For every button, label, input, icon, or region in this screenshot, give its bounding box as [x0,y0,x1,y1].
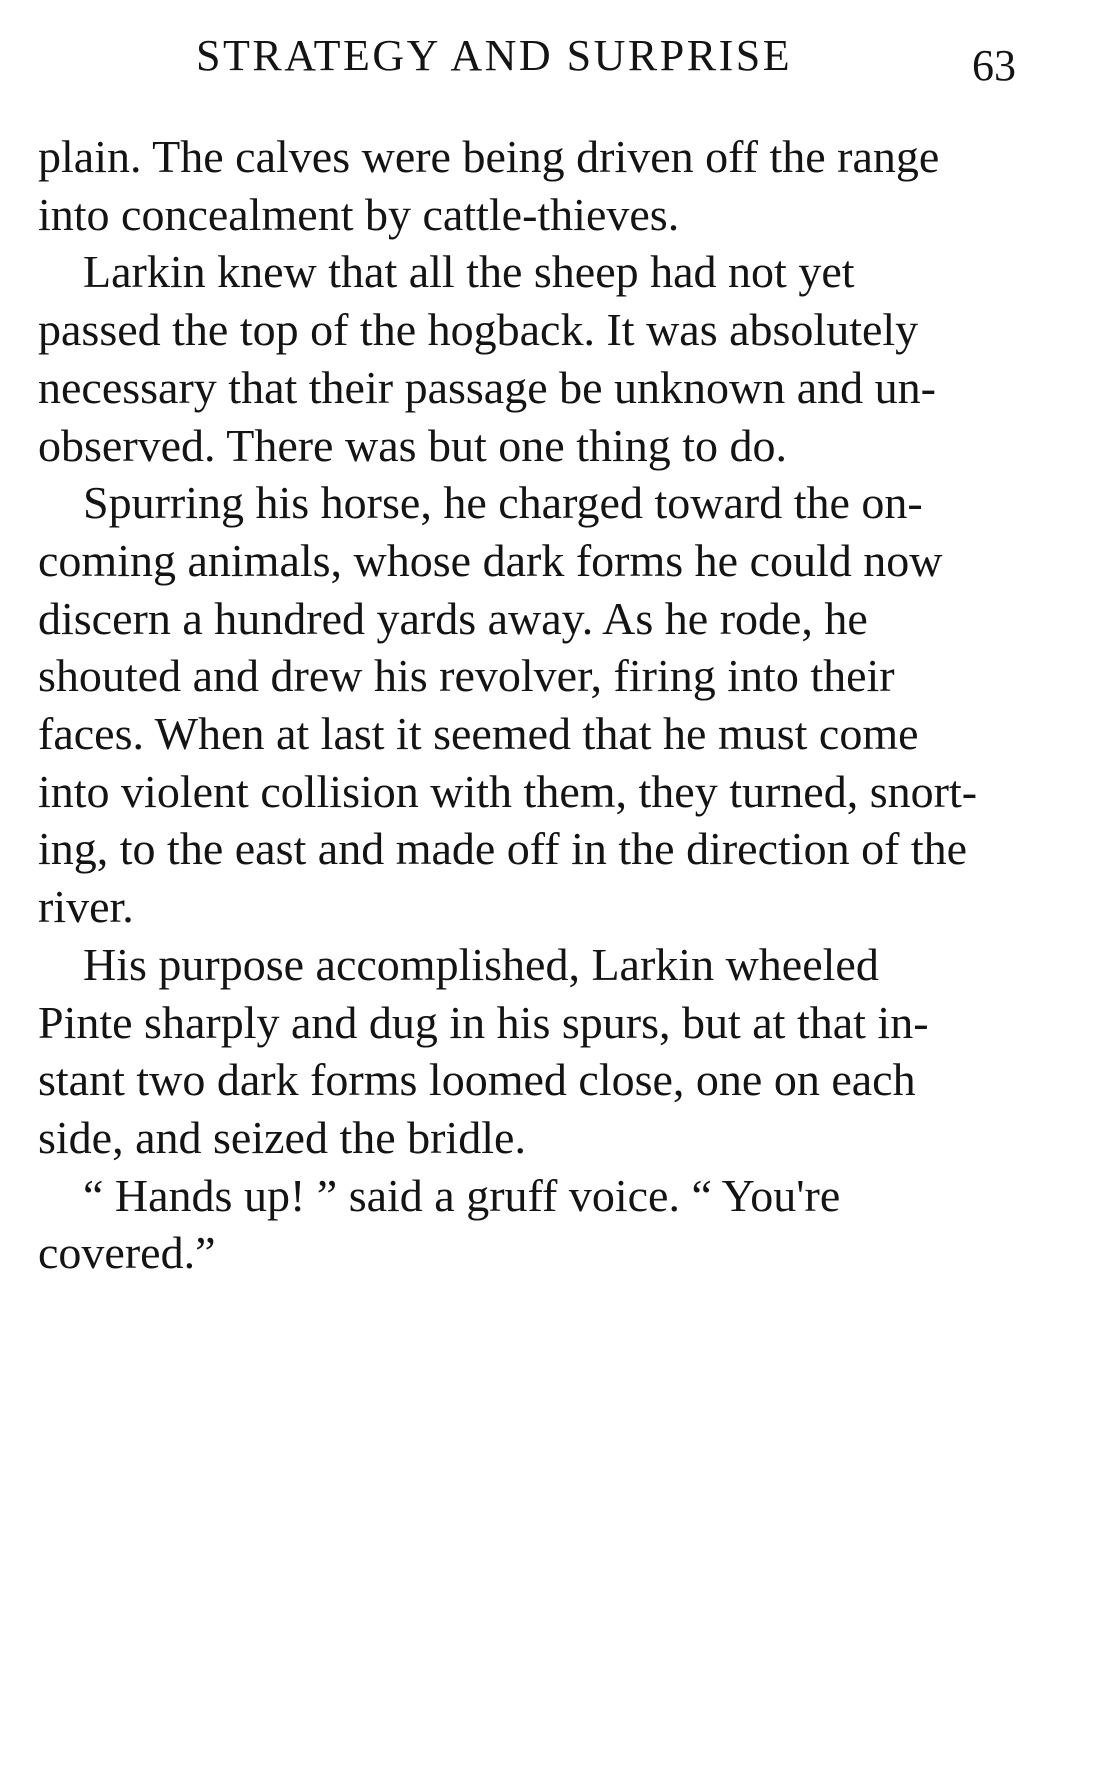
paragraph-1: plain. The calves were being driven off the range into concealment by cattle-thieves. [38,131,940,240]
paragraph-2: Larkin knew that all the sheep had not yet passed the top of the hogback. It was absolutely necessary that their passage be unknown and un- observed. There was but one thing to do. [38,246,936,471]
paragraph-3: Spurring his horse, he charged toward the on- coming animals, whose dark forms he could now discern a hundred yards away. As he rode, he shouted and drew his revolver, firing into their faces. When at last it seemed that he must come into violent collision with them, they turned, snort- ing, to the east and made off in the direction of the river. [38,477,978,933]
paragraph-5: “ Hands up! ” said a gruff voice. “ You're covered.” [38,1169,841,1279]
paragraph-4: His purpose accomplished, Larkin wheeled Pinte sharply and dug in his spurs, but at that in- stant two dark forms loomed close, one on each side, and seized the bridle. [38,938,929,1163]
book-page [38,22,1038,1282]
body-text [38,128,1038,1282]
running-head [38,22,1038,92]
page-number: 63 [972,41,1016,90]
chapter-title: STRATEGY AND SURPRISE [196,31,793,80]
